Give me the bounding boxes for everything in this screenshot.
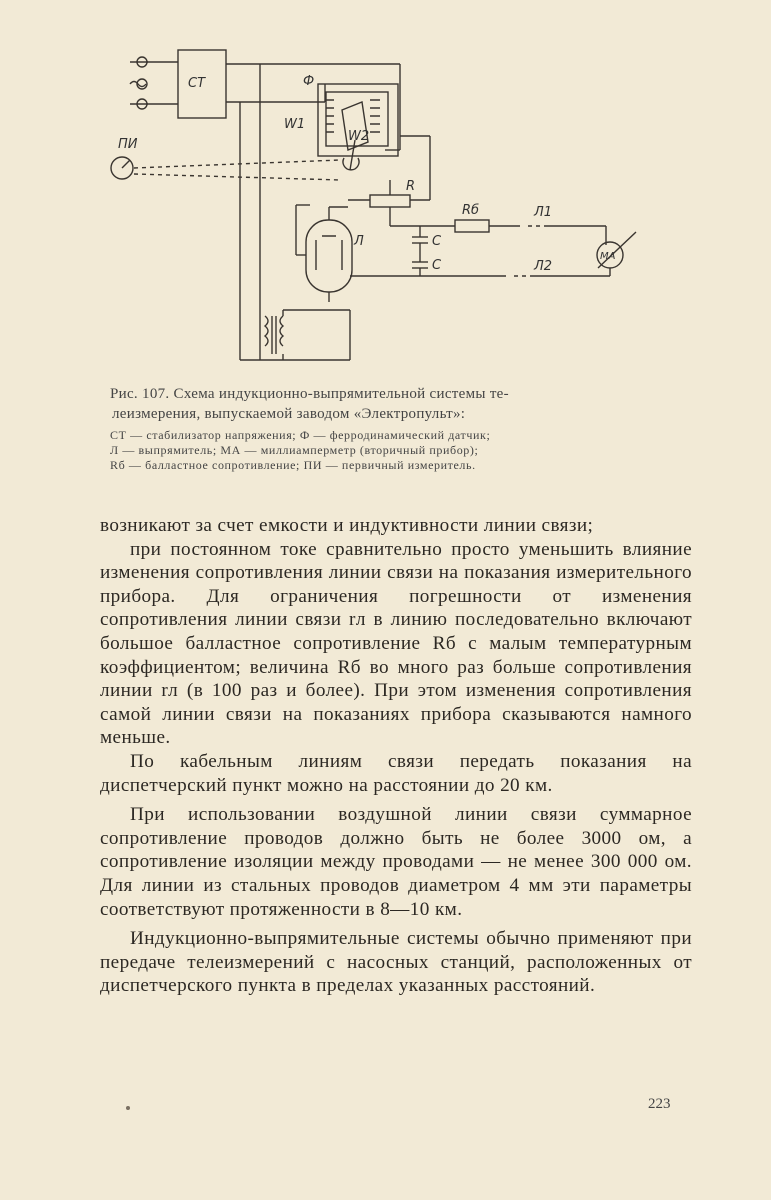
caption-line: Рис. 107. Схема индукционно-выпрямительной системы те-: [110, 386, 509, 402]
page-number: 223: [648, 1096, 671, 1112]
paper-speck: [126, 1106, 130, 1110]
figure-legend: [110, 428, 650, 473]
figure-caption: [110, 384, 650, 473]
ballast-resistor: [455, 220, 489, 232]
legend-line: Rб — балластное сопротивление; ПИ — первичный измеритель.: [110, 458, 476, 472]
label-line-1: Л1: [534, 205, 553, 220]
resistor-r: [370, 195, 410, 207]
body-text: [100, 514, 692, 998]
label-primary: ПИ: [118, 137, 138, 152]
caption-line: леизмерения, выпускаемой заводом «Электропульт»:: [112, 406, 466, 422]
ferrodynamic-sensor: [318, 84, 398, 156]
label-stabilizer: СТ: [188, 76, 206, 91]
label-resistor: R: [406, 179, 416, 194]
paragraph: при постоянном токе сравнительно просто уменьшить влияние изменения сопротивления линии связи на показания измерительного прибора. Для ограничения погрешности от изменения сопротивления линии связи rл в линию последовательно включают большое балластное сопротивление Rб с малым температурным коэффициентом; величина Rб во много раз больше сопротивления линии rл (в 100 раз и более). При этом изменения сопротивления самой линии связи на показаниях прибора сказываются намного меньше.: [100, 538, 692, 749]
transformer-coil: [265, 316, 268, 346]
paragraph: Индукционно-выпрямительные системы обычно применяют при передаче телеизмерений с насосных станций, расположенных от диспетчерского пункта в пределах указанных расстояний.: [100, 928, 692, 997]
paragraph: При использовании воздушной линии связи суммарное сопротивление проводов должно быть не более 3000 ом, а сопротивление изоляции между проводами — не менее 300 000 ом. Для линии из стальных проводов диаметром 4 мм эти параметры соответствуют протяженности в 8—10 км.: [100, 804, 692, 920]
circuit-schematic: [100, 40, 660, 380]
label-rectifier: Л: [354, 234, 364, 249]
label-winding-2: W2: [348, 129, 370, 144]
legend-line: Л — выпрямитель; МА — миллиамперметр (вторичный прибор);: [110, 443, 479, 457]
label-capacitor-2: C: [432, 258, 442, 273]
legend-line: СТ — стабилизатор напряжения; Ф — ферродинамический датчик;: [110, 428, 491, 442]
label-ballast: Rб: [462, 203, 480, 218]
label-line-2: Л2: [534, 259, 553, 274]
label-meter: МА: [600, 251, 616, 262]
paragraph: возникают за счет емкости и индуктивности линии связи;: [100, 515, 594, 536]
rectifier-tube: [306, 220, 352, 292]
label-winding-1: W1: [284, 117, 306, 132]
label-capacitor-1: C: [432, 234, 442, 249]
label-ferrodynamic: Ф: [303, 74, 315, 89]
paragraph: По кабельным линиям связи передать показания на диспетчерский пункт можно на расстоянии до 20 км.: [100, 750, 692, 796]
circuit-diagram: [100, 40, 660, 380]
